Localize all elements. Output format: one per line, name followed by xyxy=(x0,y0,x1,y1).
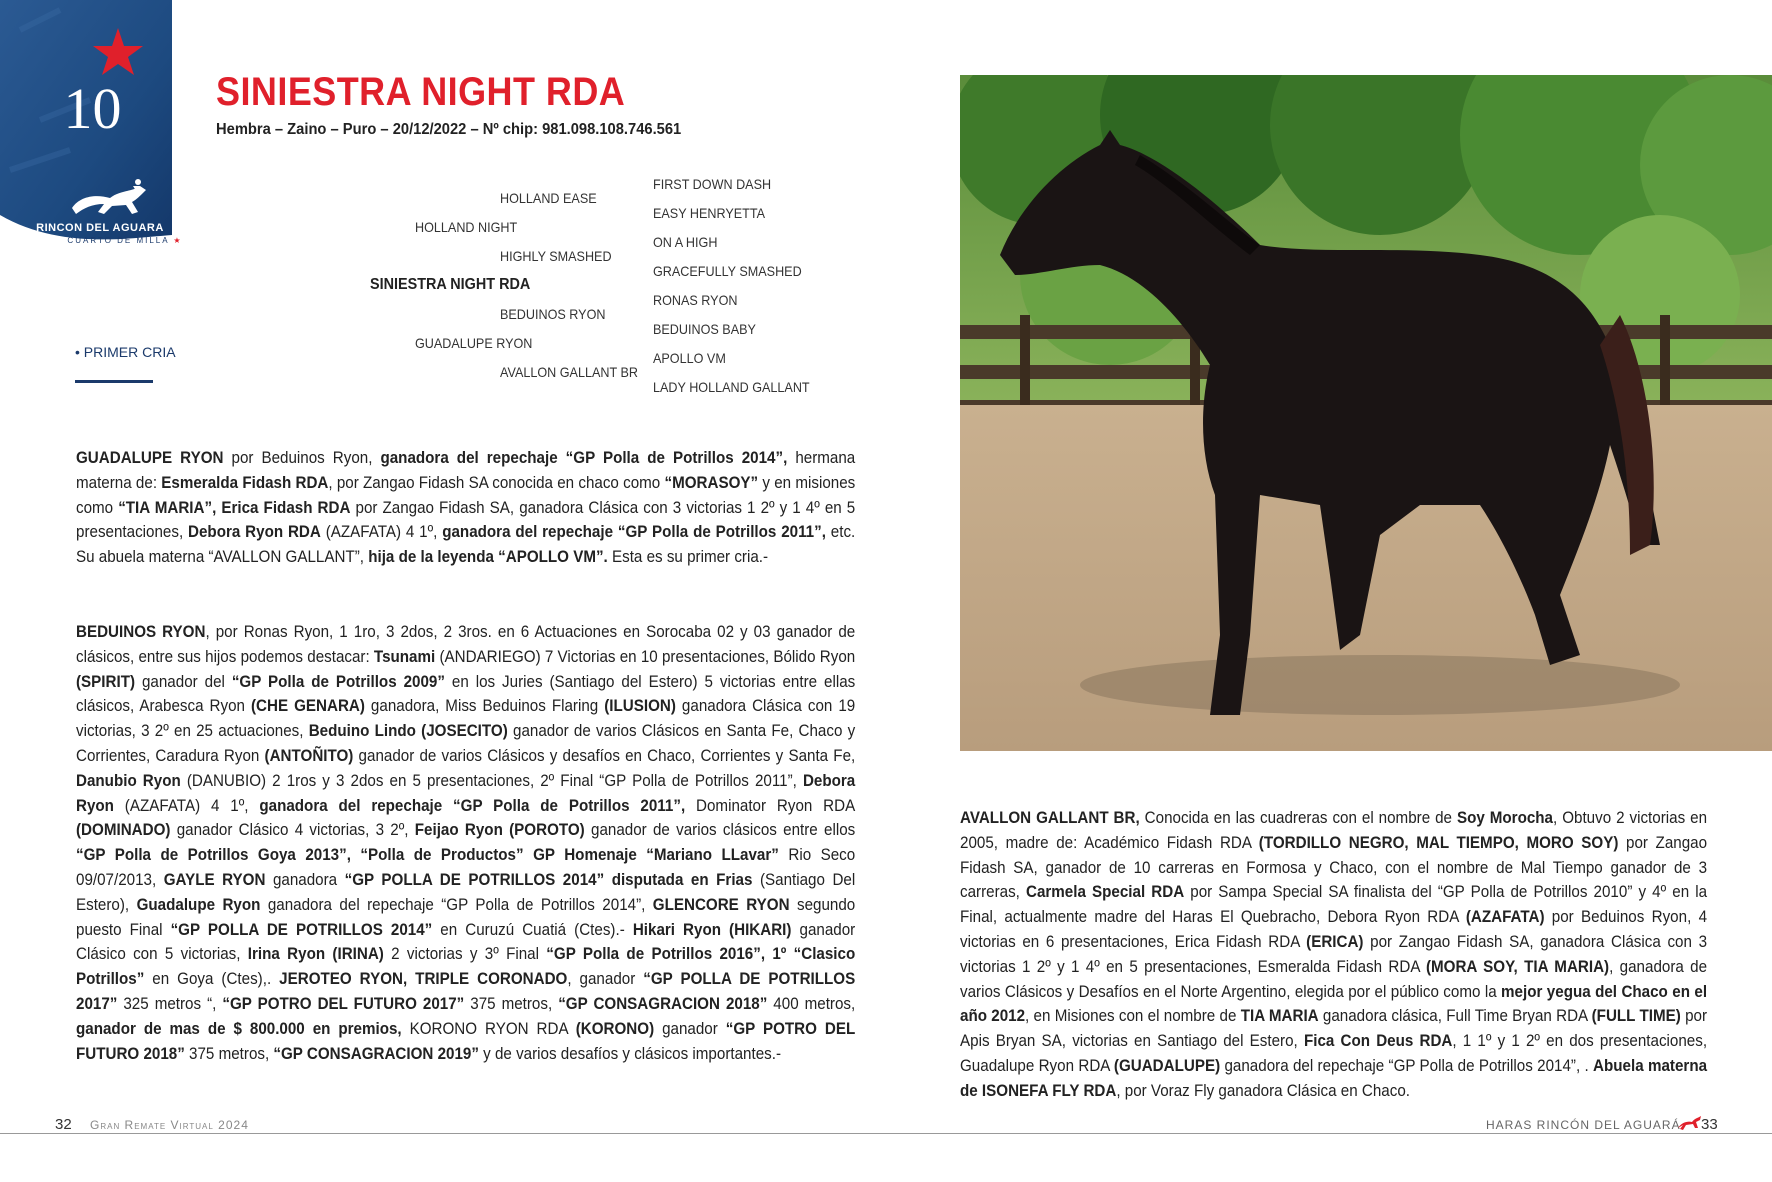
pedigree-g3-item: GRACEFULLY SMASHED xyxy=(653,263,802,279)
tag-underline xyxy=(75,380,153,383)
pedigree-dam-sire: BEDUINOS RYON xyxy=(500,306,606,322)
horse-name-title: SINIESTRA NIGHT RDA xyxy=(216,70,626,114)
bold-text-segment: (KORONO) xyxy=(575,1019,655,1038)
bold-text-segment: Feijao Ryon (POROTO) xyxy=(414,821,585,840)
pedigree-g3-item: LADY HOLLAND GALLANT xyxy=(653,379,810,395)
text-segment: (ANDARIEGO) 7 Victorias en 10 presentaciones, Bólido Ryon xyxy=(435,647,856,666)
bold-text-segment: hija de la leyenda “APOLLO VM”. xyxy=(368,548,608,567)
text-segment: hermana materna de: xyxy=(76,449,856,492)
bold-text-segment: Esmeralda Fidash RDA xyxy=(161,473,329,492)
paragraph-granddam xyxy=(960,806,1707,1104)
text-segment: 2 victorias y 3º Final xyxy=(383,945,547,964)
bold-text-segment: “TIA MARIA”, Erica Fidash RDA xyxy=(118,498,351,517)
bold-text-segment: AVALLON GALLANT BR, xyxy=(960,809,1140,827)
left-footer-text: Gran Remate Virtual 2024 xyxy=(90,1118,249,1132)
text-segment: 325 metros “, xyxy=(117,994,223,1013)
text-segment: , ganadora de varios Clásicos y Desafíos en el Norte Argentino, elegida por el público como la xyxy=(960,957,1708,1001)
bold-text-segment: “GP POTRO DEL FUTURO 2017” xyxy=(222,994,465,1013)
bold-text-segment: Abuela materna de ISONEFA FLY RDA xyxy=(960,1056,1708,1100)
bold-text-segment: (ILUSION) xyxy=(604,697,676,716)
bold-text-segment: (SPIRIT) xyxy=(76,672,136,691)
bold-text-segment: “MORASOY” xyxy=(664,473,759,492)
primer-cria-tag: • PRIMER CRIA xyxy=(75,344,176,360)
text-segment: ganadora Clásica con 19 victorias, 3 2º en 25 actuaciones, xyxy=(76,697,856,741)
bold-text-segment: (DOMINADO) xyxy=(76,821,171,840)
bold-text-segment: Irina Ryon (IRINA) xyxy=(247,945,384,964)
paragraph-dam-sire xyxy=(76,620,855,1066)
pedigree-g3-item: BEDUINOS BABY xyxy=(653,321,756,337)
bold-text-segment: “GP POTRO DEL FUTURO 2018” xyxy=(76,1019,856,1063)
text-segment: etc. Su abuela materna “AVALLON GALLANT”, xyxy=(76,523,856,567)
bold-text-segment: (GUADALUPE) xyxy=(1113,1056,1221,1075)
bold-text-segment: “GP POLLA DE POTRILLOS 2017” xyxy=(76,970,856,1013)
bold-text-segment: “GP Polla de Potrillos 2016”, 1º “Clasico Potrillos” xyxy=(76,945,856,989)
lot-number: 10 xyxy=(63,76,122,141)
pedigree-g3-item: FIRST DOWN DASH xyxy=(653,176,772,192)
pedigree-g3-item: RONAS RYON xyxy=(653,292,738,308)
bold-text-segment: BEDUINOS RYON xyxy=(76,623,206,641)
text-segment: , en Misiones con el nombre de xyxy=(1025,1007,1241,1026)
bold-text-segment: “GP Polla de Potrillos Goya 2013”, “Polla de Productos” GP Homenaje “Mariano LLavar” xyxy=(76,846,779,865)
text-segment: , ganador xyxy=(567,970,644,989)
text-segment: (DANUBIO) 2 1ros y 3 2dos en 5 presentaciones, 2º Final “GP Polla de Potrillos 2011”, xyxy=(180,771,803,790)
text-segment: ganador Clásico 4 victorias, 3 2º, xyxy=(170,821,415,840)
pedigree-dam: GUADALUPE RYON xyxy=(415,335,533,351)
bold-text-segment: Tsunami xyxy=(373,647,436,666)
bold-text-segment: “GP Polla de Potrillos 2009” xyxy=(231,672,445,691)
text-segment: ganadora, Miss Beduinos Flaring xyxy=(364,697,605,716)
text-segment: (Santiago Del Estero), xyxy=(76,870,856,914)
text-segment: segundo puesto Final xyxy=(76,895,856,939)
horse-photo xyxy=(960,75,1772,751)
text-segment: por Sampa Special SA finalista del “GP Polla de Potrillos 2010” y 4º en la Final, actualmente madre del Haras El Quebracho, Debora Ryon RDA xyxy=(960,883,1708,927)
bold-text-segment: ganadora del repechaje “GP Polla de Potrillos 2011”, xyxy=(442,523,826,542)
text-segment: , por Zangao Fidash SA conocida en chaco como xyxy=(328,473,665,492)
bold-text-segment: Guadalupe Ryon xyxy=(136,895,261,914)
text-segment: ganadora clásica, Full Time Bryan RDA xyxy=(1318,1007,1592,1026)
bold-text-segment: Beduino Lindo (JOSECITO) xyxy=(308,722,508,741)
text-segment: ganadora del repechaje “GP Polla de Potrillos 2014”, xyxy=(260,895,653,914)
text-segment: , por Ronas Ryon, 1 1ro, 3 2dos, 2 3ros. en 6 Actuaciones en Sorocaba 02 y 03 ganador de clásicos, entre sus hijos podemos destacar: xyxy=(76,623,856,666)
text-segment: Rio Seco 09/07/2013, xyxy=(76,846,856,889)
text-segment: y en misiones como xyxy=(76,473,856,517)
text-segment: (AZAFATA) 4 1º, xyxy=(320,523,443,542)
text-segment: y de varios desafíos y clásicos importantes.- xyxy=(478,1044,782,1063)
bold-text-segment: (MORA SOY, TIA MARIA) xyxy=(1425,957,1610,976)
text-segment: 375 metros, xyxy=(184,1044,274,1063)
bold-text-segment: “GP POLLA DE POTRILLOS 2014” xyxy=(170,920,433,939)
bold-text-segment: TIA MARIA xyxy=(1240,1007,1319,1026)
pedigree-subject: SINIESTRA NIGHT RDA xyxy=(370,276,531,293)
bold-text-segment: Debora Ryon RDA xyxy=(188,523,321,542)
bold-text-segment: Debora Ryon xyxy=(76,771,856,815)
bold-text-segment: (FULL TIME) xyxy=(1591,1007,1681,1026)
footer-rule-right xyxy=(886,1133,1772,1134)
bold-text-segment: (AZAFATA) xyxy=(1465,908,1545,927)
text-segment: KORONO RYON RDA xyxy=(401,1019,576,1038)
bold-text-segment: GAYLE RYON xyxy=(163,870,266,889)
horse-footer-icon xyxy=(1676,1114,1702,1137)
text-segment: 400 metros, xyxy=(767,994,856,1013)
right-footer-text: HARAS RINCÓN DEL AGUARÁ xyxy=(1486,1118,1681,1132)
text-segment: en Curuzú Cuatiá (Ctes).- xyxy=(432,920,633,939)
left-page-number: 32 xyxy=(55,1116,72,1133)
text-segment: Dominator Ryon RDA xyxy=(685,796,856,815)
text-segment: ganador de varios Clásicos y desafíos en Chaco, Corrientes y Santa Fe, xyxy=(353,746,856,765)
text-segment: por Zangao Fidash SA, ganadora Clásica con 3 victorias 1 2º y 1 4º en 5 presentaciones, xyxy=(76,498,856,542)
bold-text-segment: “GP POLLA DE POTRILLOS 2014” disputada en Frias xyxy=(344,870,753,889)
text-segment: por Zangao Fidash SA, ganadora Clásica con 3 victorias 1 2º y 1 4º en 5 presentaciones, Esmeralda Fidash RDA xyxy=(960,932,1708,976)
bold-text-segment: mejor yegua del Chaco en el año 2012 xyxy=(960,982,1708,1026)
bold-text-segment: (TORDILLO NEGRO, MAL TIEMPO, MORO SOY) xyxy=(1258,833,1619,852)
text-segment: 375 metros, xyxy=(464,994,559,1013)
text-segment: ganador de varios clásicos entre ellos xyxy=(584,821,856,840)
text-segment: Esta es su primer cria.- xyxy=(607,548,769,567)
text-segment: ganador xyxy=(654,1019,726,1038)
bold-text-segment: GUADALUPE RYON xyxy=(76,449,224,467)
text-segment: , Obtuvo 2 victorias en 2005, madre de: Académico Fidash RDA xyxy=(960,809,1708,852)
bold-text-segment: Danubio Ryon xyxy=(76,771,181,790)
text-segment: , 1 1º y 1 2º en dos presentaciones, Guadalupe Ryon RDA xyxy=(960,1032,1708,1075)
lot-badge xyxy=(0,0,185,245)
pedigree-sire-dam: HIGHLY SMASHED xyxy=(500,248,612,264)
pedigree-sire-sire: HOLLAND EASE xyxy=(500,190,597,206)
pedigree-g3-item: APOLLO VM xyxy=(653,350,726,366)
bold-text-segment: Soy Morocha xyxy=(1456,809,1554,827)
pedigree-dam-dam: AVALLON GALLANT BR xyxy=(500,364,638,380)
text-segment: ganadora xyxy=(265,870,345,889)
text-segment: (AZAFATA) 4 1º, xyxy=(113,796,260,815)
brand-name: RINCON DEL AGUARA xyxy=(36,222,164,234)
text-segment: por Zangao Fidash SA, ganador de 10 carreras en Formosa y Chaco, con el nombre de Mal Tiempo ganador de 3 carreras, xyxy=(960,833,1708,902)
bold-text-segment: Fica Con Deus RDA xyxy=(1303,1032,1453,1051)
bold-text-segment: Hikari Ryon (HIKARI) xyxy=(632,920,792,939)
text-segment: por Apis Bryan SA, victorias en Santiago del Estero, xyxy=(960,1007,1708,1051)
text-segment: ganadora del repechaje “GP Polla de Potrillos 2014”, . xyxy=(1220,1056,1594,1075)
text-segment: Conocida en las cuadreras con el nombre de xyxy=(1139,809,1457,827)
bold-text-segment: (ANTOÑITO) xyxy=(264,746,354,765)
brand-subtitle: CUARTO DE MILLA ★ xyxy=(67,236,183,245)
bold-text-segment: ganadora del repechaje “GP Polla de Potrillos 2011”, xyxy=(259,796,686,815)
bold-text-segment: (CHE GENARA) xyxy=(250,697,365,716)
text-segment: , por Voraz Fly ganadora Clásica en Chaco. xyxy=(1116,1081,1410,1100)
right-page-number: 33 xyxy=(1701,1116,1718,1133)
text-segment: por Beduinos Ryon, xyxy=(223,449,381,467)
text-segment: ganador de varios Clásicos en Santa Fe, Chaco y Corrientes, Caradura Ryon xyxy=(76,722,856,765)
text-segment: en los Juries (Santiago del Estero) 5 victorias entre ellas clásicos, Arabesca Ryon xyxy=(76,672,856,716)
text-segment: ganador del xyxy=(135,672,232,691)
bold-text-segment: ganador de mas de $ 800.000 en premios, xyxy=(76,1019,402,1038)
pedigree-sire: HOLLAND NIGHT xyxy=(415,219,518,235)
pedigree-g3-item: EASY HENRYETTA xyxy=(653,205,766,221)
small-star-icon: ★ xyxy=(173,236,183,245)
bold-text-segment: Carmela Special RDA xyxy=(1025,883,1185,902)
bold-text-segment: JEROTEO RYON, TRIPLE CORONADO xyxy=(279,970,568,989)
bold-text-segment: “GP CONSAGRACION 2019” xyxy=(273,1044,479,1063)
paragraph-dam xyxy=(76,446,855,570)
bold-text-segment: ganadora del repechaje “GP Polla de Potrillos 2014”, xyxy=(380,449,788,467)
bold-text-segment: (ERICA) xyxy=(1306,932,1364,951)
text-segment: por Beduinos Ryon, 4 victorias en 6 presentaciones, Erica Fidash RDA xyxy=(960,908,1708,951)
horse-details: Hembra – Zaino – Puro – 20/12/2022 – Nº chip: 981.098.108.746.561 xyxy=(216,121,682,138)
bold-text-segment: “GP CONSAGRACION 2018” xyxy=(558,994,768,1013)
footer-rule-left xyxy=(0,1133,886,1134)
pedigree-g3-item: ON A HIGH xyxy=(653,234,718,250)
bold-text-segment: GLENCORE RYON xyxy=(652,895,790,914)
text-segment: ganador Clásico con 5 victorias, xyxy=(76,920,856,964)
text-segment: en Goya (Ctes),. xyxy=(144,970,280,989)
